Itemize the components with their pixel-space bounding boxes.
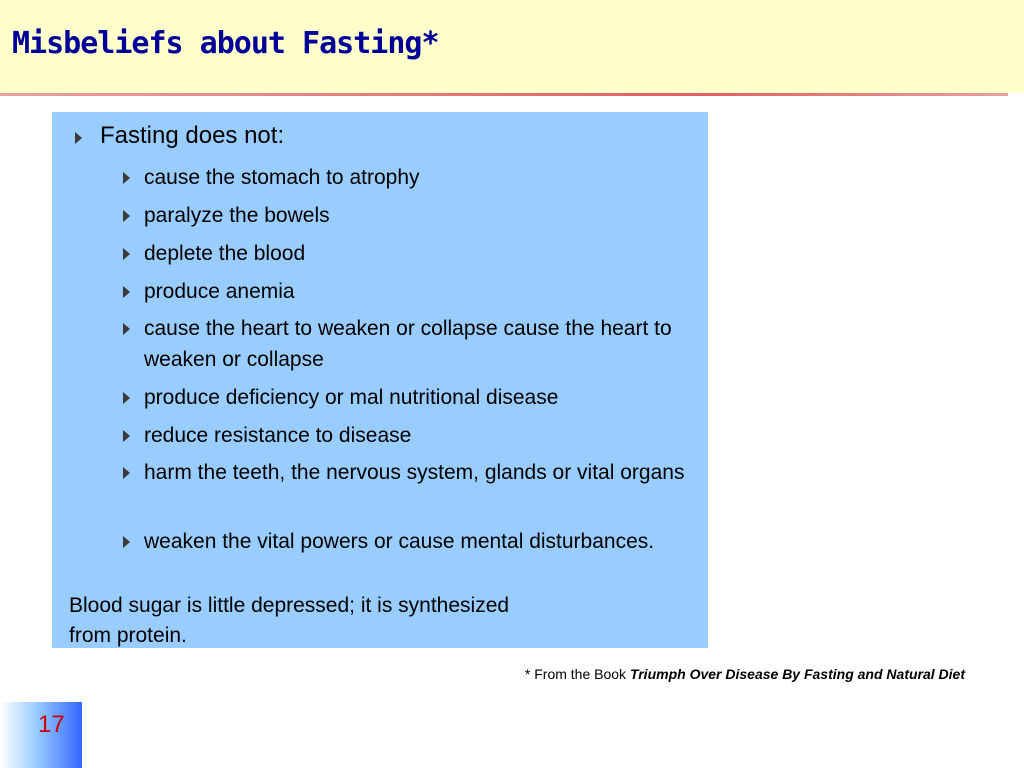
sub-bullet-3	[120, 238, 700, 269]
title-band	[0, 0, 1024, 93]
bullet-arrow-icon	[123, 248, 130, 260]
bullet-arrow-icon	[123, 392, 130, 404]
bullet-arrow-icon	[75, 132, 82, 144]
sub-bullet-text: reduce resistance to disease	[144, 424, 412, 447]
sub-bullet-2	[120, 200, 700, 231]
note-line-2: from protein.	[69, 624, 187, 647]
bullet-arrow-icon	[123, 210, 130, 222]
sub-bullet-1	[120, 162, 700, 193]
source-footnote	[525, 666, 965, 682]
sub-bullet-text: produce deficiency or mal nutritional disease	[144, 386, 559, 409]
sub-bullet-text: weaken the vital powers or cause mental disturbances.	[144, 530, 655, 553]
sub-bullet-7	[120, 420, 700, 451]
footnote-book-title: Triumph Over Disease By Fasting and Natural Diet	[629, 666, 965, 682]
blood-sugar-note	[69, 591, 629, 651]
slide-title: Misbeliefs about Fasting*	[12, 26, 439, 61]
sub-bullet-8	[120, 457, 700, 488]
bullet-arrow-icon	[123, 323, 130, 335]
bullet-arrow-icon	[123, 467, 130, 479]
bullet-arrow-icon	[123, 172, 130, 184]
page-number-box	[0, 702, 82, 768]
note-line-1: Blood sugar is little depressed; it is synthesized	[69, 594, 510, 617]
footnote-prefix: * From the Book	[524, 666, 630, 682]
title-divider	[0, 93, 1008, 96]
sub-bullet-text: harm the teeth, the nervous system, glands or vital organs	[144, 461, 685, 484]
sub-bullet-text: deplete the blood	[144, 242, 306, 265]
main-bullet-text: Fasting does not:	[100, 122, 285, 149]
sub-bullet-text: paralyze the bowels	[144, 204, 330, 227]
sub-bullet-9	[120, 526, 700, 557]
bullet-arrow-icon	[123, 430, 130, 442]
bullet-arrow-icon	[123, 286, 130, 298]
sub-bullet-6	[120, 382, 700, 413]
sub-bullet-4	[120, 276, 700, 307]
bullet-arrow-icon	[123, 536, 130, 548]
sub-bullet-5	[120, 313, 700, 375]
sub-bullet-text: produce anemia	[144, 280, 295, 303]
page-number: 17	[38, 711, 65, 738]
sub-bullet-text: cause the heart to weaken or collapse cause the heart to weaken or collapse	[144, 317, 672, 371]
sub-bullet-text: cause the stomach to atrophy	[144, 166, 420, 189]
